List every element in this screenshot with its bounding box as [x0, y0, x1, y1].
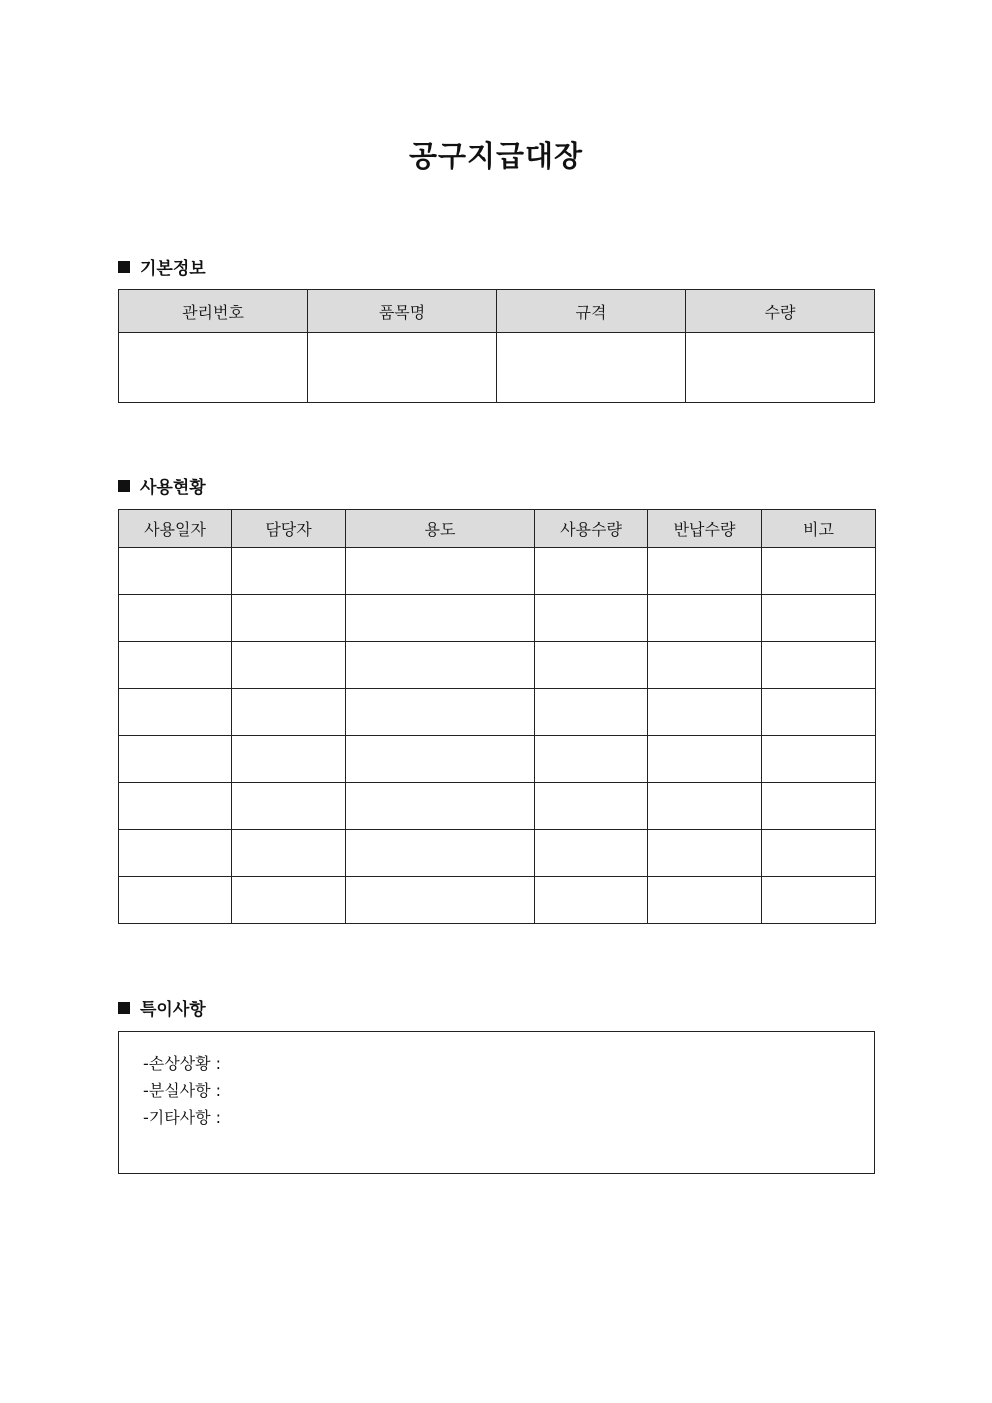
table-cell[interactable]	[346, 689, 535, 736]
table-cell[interactable]	[232, 736, 346, 783]
column-header: 관리번호	[119, 290, 308, 333]
table-cell[interactable]	[535, 595, 648, 642]
table-cell[interactable]	[535, 689, 648, 736]
basic-info-heading	[118, 254, 206, 279]
table-cell[interactable]	[119, 736, 232, 783]
table-row	[119, 877, 876, 924]
column-header: 반납수량	[648, 510, 762, 548]
table-cell[interactable]	[119, 783, 232, 830]
table-cell[interactable]	[648, 877, 762, 924]
usage-heading-label: 사용현황	[140, 478, 206, 498]
table-cell[interactable]	[535, 877, 648, 924]
notes-list	[119, 1032, 874, 1131]
table-cell[interactable]	[308, 333, 497, 403]
table-cell[interactable]	[535, 548, 648, 595]
table-cell[interactable]	[232, 830, 346, 877]
table-cell[interactable]	[762, 689, 876, 736]
table-row	[119, 736, 876, 783]
note-item-damage: -손상상황 :	[143, 1054, 222, 1073]
table-cell[interactable]	[119, 877, 232, 924]
table-cell[interactable]	[535, 783, 648, 830]
table-cell[interactable]	[232, 877, 346, 924]
table-header-row	[119, 510, 876, 548]
table-cell[interactable]	[119, 689, 232, 736]
table-cell[interactable]	[346, 595, 535, 642]
note-item-loss: -분실사항 :	[143, 1081, 222, 1100]
table-cell[interactable]	[535, 642, 648, 689]
table-cell[interactable]	[232, 689, 346, 736]
table-cell[interactable]	[762, 595, 876, 642]
column-header: 사용일자	[119, 510, 232, 548]
table-header-row	[119, 290, 875, 333]
table-cell[interactable]	[346, 548, 535, 595]
square-bullet-icon	[118, 261, 130, 273]
usage-heading	[118, 473, 206, 498]
table-row	[119, 783, 876, 830]
table-cell[interactable]	[232, 595, 346, 642]
table-row	[119, 830, 876, 877]
basic-info-heading-label: 기본정보	[140, 259, 206, 279]
column-header: 규격	[497, 290, 686, 333]
table-row	[119, 595, 876, 642]
document-title: 공구지급대장	[408, 139, 584, 173]
table-row	[119, 333, 875, 403]
table-cell[interactable]	[648, 642, 762, 689]
column-header: 수량	[686, 290, 875, 333]
table-row	[119, 548, 876, 595]
table-cell[interactable]	[119, 333, 308, 403]
table-cell[interactable]	[346, 830, 535, 877]
table-cell[interactable]	[346, 736, 535, 783]
table-cell[interactable]	[119, 830, 232, 877]
square-bullet-icon	[118, 480, 130, 492]
table-cell[interactable]	[648, 548, 762, 595]
table-cell[interactable]	[648, 689, 762, 736]
column-header: 비고	[762, 510, 876, 548]
table-cell[interactable]	[762, 783, 876, 830]
table-row	[119, 642, 876, 689]
table-cell[interactable]	[119, 548, 232, 595]
table-cell[interactable]	[762, 877, 876, 924]
square-bullet-icon	[118, 1002, 130, 1014]
table-cell[interactable]	[535, 830, 648, 877]
table-cell[interactable]	[119, 642, 232, 689]
table-cell[interactable]	[346, 783, 535, 830]
column-header: 담당자	[232, 510, 346, 548]
table-cell[interactable]	[497, 333, 686, 403]
basic-info-table	[118, 289, 875, 403]
table-cell[interactable]	[232, 548, 346, 595]
table-cell[interactable]	[762, 736, 876, 783]
notes-box[interactable]	[118, 1031, 875, 1174]
note-item-other: -기타사항 :	[143, 1108, 222, 1127]
column-header: 품목명	[308, 290, 497, 333]
table-cell[interactable]	[686, 333, 875, 403]
column-header: 용도	[346, 510, 535, 548]
table-cell[interactable]	[648, 736, 762, 783]
table-cell[interactable]	[762, 548, 876, 595]
usage-table	[118, 509, 876, 924]
notes-heading	[118, 995, 206, 1020]
table-cell[interactable]	[346, 642, 535, 689]
table-cell[interactable]	[648, 830, 762, 877]
table-cell[interactable]	[762, 830, 876, 877]
table-row	[119, 689, 876, 736]
table-cell[interactable]	[648, 595, 762, 642]
table-cell[interactable]	[232, 783, 346, 830]
column-header: 사용수량	[535, 510, 648, 548]
table-cell[interactable]	[535, 736, 648, 783]
table-cell[interactable]	[232, 642, 346, 689]
table-cell[interactable]	[119, 595, 232, 642]
table-cell[interactable]	[762, 642, 876, 689]
notes-heading-label: 특이사항	[140, 1000, 206, 1020]
table-cell[interactable]	[346, 877, 535, 924]
table-cell[interactable]	[648, 783, 762, 830]
usage-table-body	[119, 548, 876, 924]
